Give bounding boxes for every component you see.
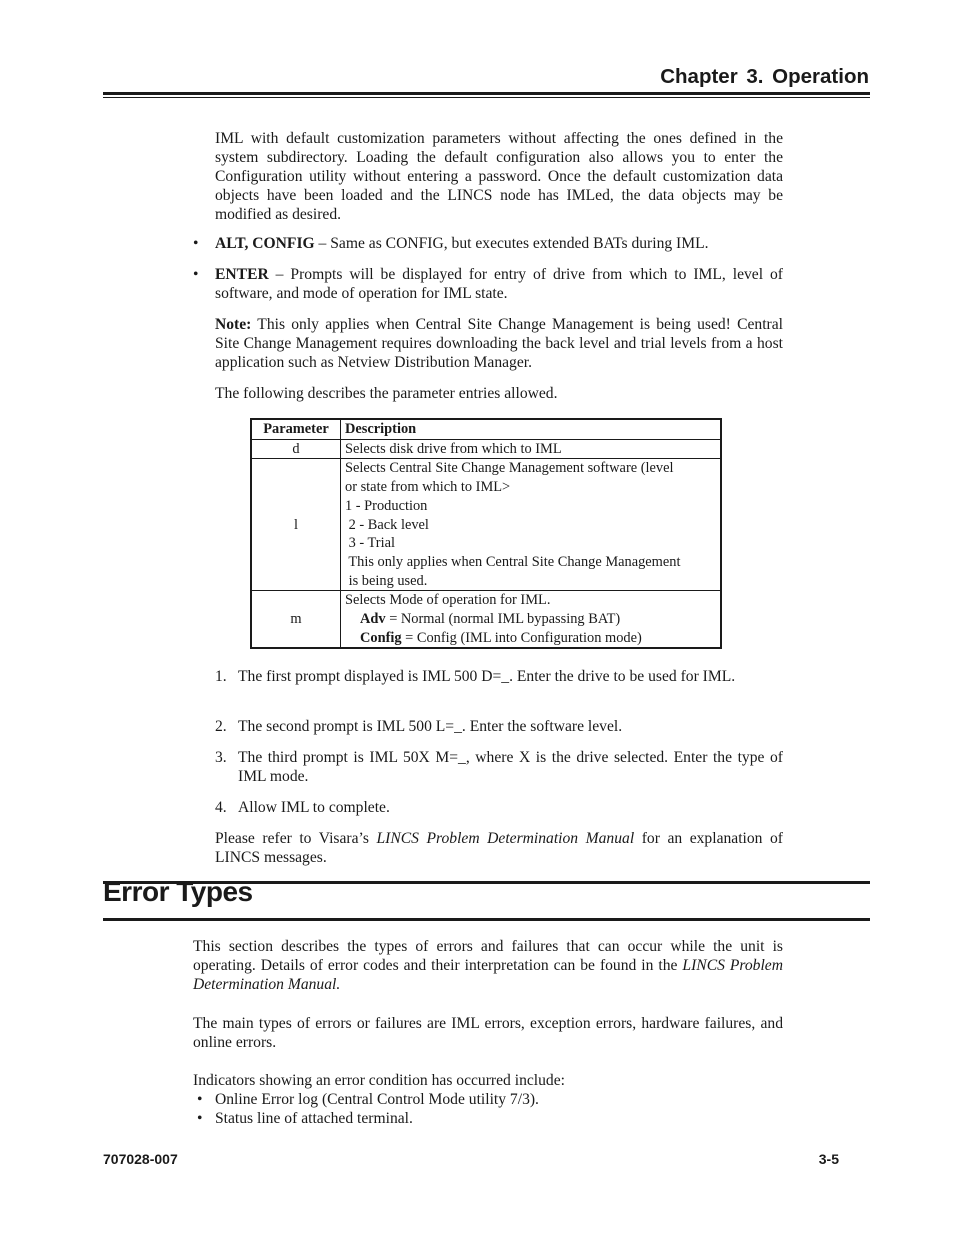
param-cell: d — [251, 439, 341, 459]
description-line: is being used. — [345, 572, 428, 589]
step-text: The first prompt displayed is IML 500 D=_. Enter the drive to be used for IML. — [238, 668, 736, 685]
description-line: Selects disk drive from which to IML — [345, 440, 562, 457]
description-line: This only applies when Central Site Change Management — [345, 553, 681, 570]
step-item — [215, 748, 791, 786]
header-parameter: Parameter — [251, 419, 341, 439]
list-item — [193, 1109, 783, 1128]
note-label: Note: — [215, 316, 252, 333]
mode-option-name: Config — [360, 629, 402, 646]
list-item-text: Status line of attached terminal. — [215, 1110, 413, 1127]
description-line: Selects Central Site Change Management software (level — [345, 460, 674, 477]
bullet-text: – Prompts will be displayed for entry of drive from which to IML, level of software, and mode of operation for IML state. — [215, 266, 783, 302]
table-row — [251, 439, 721, 459]
refer-text: Please refer to Visara’s — [215, 830, 377, 847]
mode-option-text: = Config (IML into Configuration mode) — [401, 629, 642, 646]
mode-option-text: = Normal (normal IML bypassing BAT) — [385, 611, 621, 628]
description-line: 3 - Trial — [345, 535, 395, 552]
mode-option — [345, 629, 642, 648]
table-header-row — [251, 419, 721, 439]
bullet-dot: • — [193, 266, 199, 283]
indicator-intro: Indicators showing an error condition has occurred include: — [193, 1072, 565, 1089]
step-number: 3. — [215, 749, 227, 766]
bullet-enter — [193, 265, 783, 303]
section-paragraph — [193, 937, 783, 994]
table-intro: The following describes the parameter entries allowed. — [215, 385, 558, 402]
param-cell: m — [251, 591, 341, 649]
step-item — [215, 667, 783, 686]
description-line: or state from which to IML> — [345, 479, 511, 496]
header-rule-thin — [103, 97, 870, 98]
description-cell — [341, 459, 722, 591]
page-number: 3-5 — [818, 1151, 839, 1167]
mode-option — [345, 610, 620, 629]
section-paragraph: The main types of errors or failures are IML errors, exception errors, hardware failures, and online errors. — [193, 1015, 783, 1051]
step-text: The third prompt is IML 50X M=_, where X is the drive selected. Enter the type of IML mode. — [238, 749, 791, 785]
step-item — [215, 798, 783, 817]
description-line: 1 - Production — [345, 497, 428, 514]
step-text: The second prompt is IML 500 L=_. Enter the software level. — [238, 718, 623, 735]
description-cell — [341, 591, 722, 649]
chapter-title: Chapter 3. Operation — [660, 65, 869, 88]
refer-paragraph — [215, 829, 783, 867]
mode-option-name: Adv — [360, 611, 386, 628]
step-number: 1. — [215, 668, 227, 685]
parameter-table — [250, 418, 722, 649]
table-row — [251, 459, 721, 591]
note-text: This only applies when Central Site Change Management is being used! Central Site Change Management requires downloading the back level and trial levels from a host application such as Netview Distribution Manager. — [215, 316, 783, 371]
intro-paragraph: IML with default customization parameters without affecting the ones defined in the system subdirectory. Loading the default configuration also allows you to enter the Configuration utility without entering a password. Once the default customization data objects have been loaded and the LINCS node has IMLed, the data objects may be modified as desired. — [215, 130, 783, 223]
refer-text: for an explanation of LINCS messages. — [215, 830, 783, 866]
description-line: Selects Mode of operation for IML. — [345, 592, 551, 609]
document-number: 707028-007 — [103, 1151, 178, 1167]
section-rule-bottom — [103, 918, 870, 921]
bullet-alt-config — [193, 234, 783, 253]
bullet-text: – Same as CONFIG, but executes extended BATs during IML. — [314, 235, 709, 252]
manual-title: LINCS Problem Determination Manual — [376, 830, 635, 847]
bullet-dot: • — [193, 235, 199, 252]
bullet-label: ENTER — [215, 266, 269, 283]
header-description: Description — [341, 419, 722, 439]
header-rule-thick — [103, 92, 870, 95]
bullet-dot: • — [197, 1091, 203, 1108]
note-paragraph — [215, 315, 783, 372]
section-text: This section describes the types of errors and failures that can occur while the unit is operating. Details of error codes and their interpretation can be found in the — [193, 938, 783, 974]
section-title: Error Types — [103, 876, 253, 907]
step-item — [215, 717, 783, 736]
list-item — [193, 1090, 783, 1109]
bullet-dot: • — [197, 1110, 203, 1127]
step-number: 2. — [215, 718, 227, 735]
indicator-list — [193, 1071, 783, 1128]
step-text: Allow IML to complete. — [238, 799, 390, 816]
list-item-text: Online Error log (Central Control Mode utility 7/3). — [215, 1091, 539, 1108]
description-line: 2 - Back level — [345, 516, 429, 533]
manual-title: LINCS Problem Determination Manual. — [193, 957, 783, 993]
bullet-label: ALT, CONFIG — [215, 235, 315, 252]
param-cell: l — [251, 459, 341, 591]
description-cell — [341, 439, 722, 459]
table-row — [251, 591, 721, 649]
step-number: 4. — [215, 799, 227, 816]
